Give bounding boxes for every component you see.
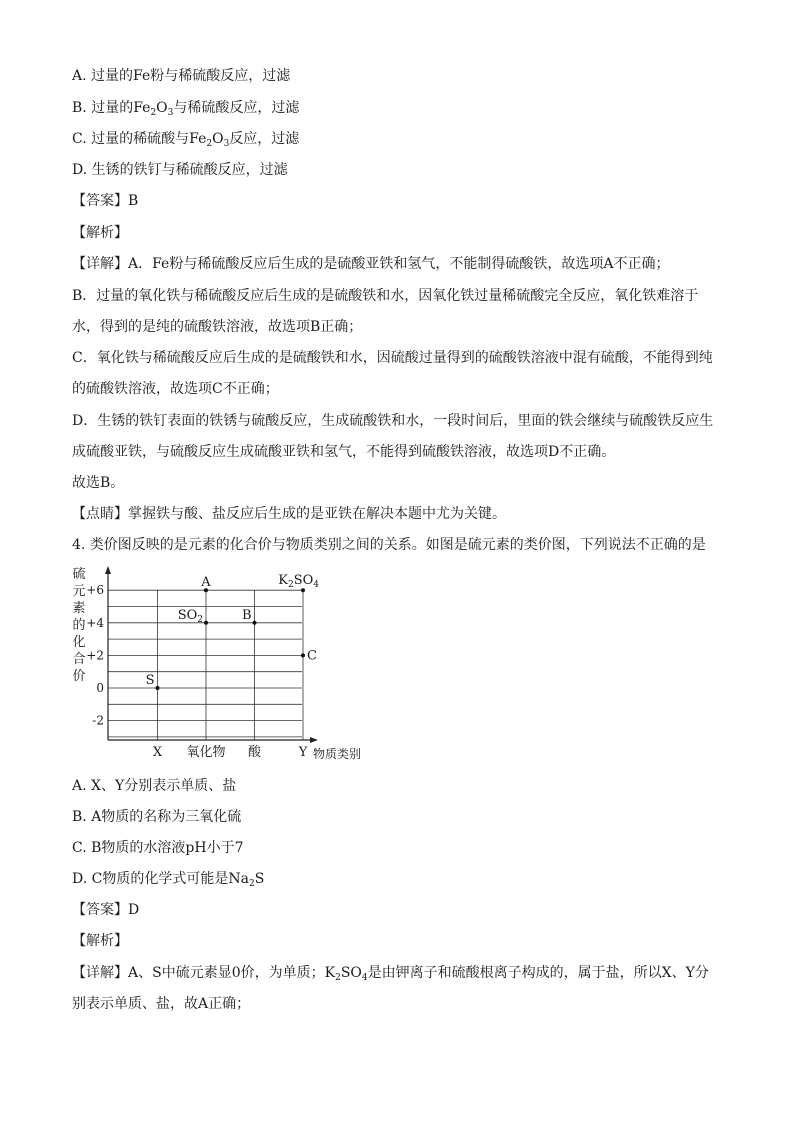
point-label: $SO_2$ <box>177 607 203 625</box>
point-label: S <box>145 673 155 688</box>
y-tick-label: +2 <box>86 648 104 663</box>
analysis-label: 【解析】 <box>72 225 128 241</box>
y-tick-label: 0 <box>96 681 104 695</box>
point-s-dot <box>156 686 160 690</box>
detail-text: A、S中硫元素显0价，为单质； <box>128 965 325 981</box>
q4-answer-line <box>72 901 139 919</box>
answer-label: 【答案】 <box>72 193 128 209</box>
option-letter: A. <box>72 68 87 84</box>
y-axis-label-char: 素 <box>72 601 86 616</box>
q4-option-a: A. X、Y分别表示单质、盐 <box>72 778 237 794</box>
x-tick-labels <box>153 744 361 761</box>
option-text: 生锈的铁钉与稀硫酸反应，过滤 <box>91 162 288 178</box>
formula-part: O <box>156 100 168 116</box>
formula-part: S <box>254 871 265 887</box>
point-label: B <box>241 607 252 623</box>
formula-sub: 4 <box>361 973 368 983</box>
point-label: $K_2SO_4$ <box>278 573 319 591</box>
detail-line: D．生锈的铁钉表面的铁锈与硫酸反应，生成硫酸铁和水，一段时间后，里面的铁会继续与硫酸铁反应生 <box>72 413 714 429</box>
option-letter: C. <box>72 131 87 147</box>
chart-grid <box>108 590 303 740</box>
option-text-pre: 过量的 <box>91 100 134 116</box>
option-text-post: 反应，过滤 <box>229 131 300 147</box>
formula-part: O <box>212 131 224 147</box>
q4-option-d <box>72 870 264 888</box>
point-label: C <box>307 648 317 664</box>
q4-option-c: C. B物质的水溶液pH小于7 <box>72 840 244 856</box>
q4-detail-line: 别表示单质、盐，故A正确； <box>72 996 251 1012</box>
formula-sub: 2 <box>248 879 255 889</box>
option-text-pre: 过量的稀硫酸与 <box>91 131 190 147</box>
formula-sub: 2 <box>206 139 213 149</box>
x-tick-label: 酸 <box>247 745 262 760</box>
x-tick-label: Y <box>298 745 308 760</box>
x-axis-arrow <box>310 737 318 743</box>
option-letter: D. <box>72 162 88 178</box>
detail-line <box>72 255 669 273</box>
option-b <box>72 99 299 117</box>
q4-option-b: B. A物质的名称为三氧化硫 <box>72 809 242 825</box>
formula-sub: 3 <box>223 139 230 149</box>
y-tick-label: +6 <box>86 583 104 598</box>
formula-sub: 3 <box>167 108 174 118</box>
formula-part: Na <box>228 871 249 887</box>
detail-line: 水，得到的是纯的硫酸铁溶液，故选项B正确； <box>72 319 363 335</box>
formula-part: K <box>324 965 336 981</box>
detail-line: 成硫酸亚铁，与硫酸反应生成硫酸亚铁和氢气，不能得到硫酸铁溶液，故选项D不正确。 <box>72 444 616 460</box>
detail-line: C．氧化铁与稀硫酸反应后生成的是硫酸铁和水，因硫酸过量得到的硫酸铁溶液中混有硫酸，不能得到纯 <box>72 350 713 366</box>
formula-sub: 2 <box>335 973 341 983</box>
option-a <box>72 67 290 85</box>
option-text-post: 与稀硫酸反应，过滤 <box>173 100 300 116</box>
x-axis-label: 物质类别 <box>313 747 362 761</box>
answer-label: 【答案】 <box>72 902 128 918</box>
answer-line <box>72 192 138 210</box>
y-axis-label-char: 硫 <box>72 567 86 582</box>
option-d <box>72 161 288 179</box>
y-axis-label <box>72 567 85 684</box>
point-c-dot <box>301 653 305 657</box>
tip-text: 掌握铁与酸、盐反应后生成的是亚铁在解决本题中尤为关键。 <box>128 506 506 522</box>
conclusion-line: 故选B。 <box>72 475 125 491</box>
answer-value: D <box>128 902 140 918</box>
point-label: A <box>201 575 211 591</box>
y-axis-label-char: 化 <box>72 635 86 650</box>
tip-label: 【点睛】 <box>72 506 128 522</box>
detail-line: B．过量的氧化铁与稀硫酸反应后生成的是硫酸铁和水，因氧化铁过量稀硫酸完全反应，氧化铁难溶于 <box>72 288 699 304</box>
y-tick-label: +4 <box>86 615 104 630</box>
y-axis-label-char: 的 <box>72 618 86 633</box>
y-axis-label-char: 合 <box>72 652 86 667</box>
y-axis-label-char: 元 <box>72 584 86 599</box>
y-axis-label-char: 价 <box>72 669 86 684</box>
option-text: 过量的Fe粉与稀硫酸反应，过滤 <box>91 68 291 84</box>
detail-label: 【详解】 <box>72 965 128 981</box>
y-tick-labels <box>86 583 104 727</box>
x-tick-label: 氧化物 <box>186 745 226 760</box>
point-so-dot <box>204 621 208 625</box>
q4-analysis-label: 【解析】 <box>72 933 128 949</box>
formula-part: SO <box>340 965 362 981</box>
detail-line: 的硫酸铁溶液，故选项C不正确； <box>72 381 279 397</box>
detail-text: 是由钾离子和硫酸根离子构成的，属于盐，所以X、Y分 <box>367 965 709 981</box>
point-k-dot <box>301 588 305 592</box>
detail-label: 【详解】 <box>72 256 128 272</box>
q4-detail-line <box>72 964 709 982</box>
y-tick-label: -2 <box>92 713 104 728</box>
formula-part: Fe <box>133 100 151 116</box>
answer-value: B <box>128 193 139 209</box>
option-text: D. C物质的化学式可能是 <box>72 871 229 887</box>
formula-part: Fe <box>189 131 207 147</box>
formula-sub: 2 <box>150 108 157 118</box>
x-tick-label: X <box>152 745 163 760</box>
question-stem: 4. 类价图反映的是元素的化合价与物质类别之间的关系。如图是硫元素的类价图，下列说法不正确的是 <box>72 537 706 553</box>
chart-points <box>146 573 320 690</box>
option-letter: B. <box>72 100 87 116</box>
detail-text: A．Fe粉与稀硫酸反应后生成的是硫酸亚铁和氢气，不能制得硫酸铁，故选项A不正确； <box>128 256 670 272</box>
option-c <box>72 130 299 148</box>
valence-category-chart <box>66 562 386 767</box>
tip-line <box>72 505 506 523</box>
y-axis-arrow <box>105 566 111 574</box>
chart-axes <box>105 566 318 743</box>
point-b-dot <box>253 621 257 625</box>
